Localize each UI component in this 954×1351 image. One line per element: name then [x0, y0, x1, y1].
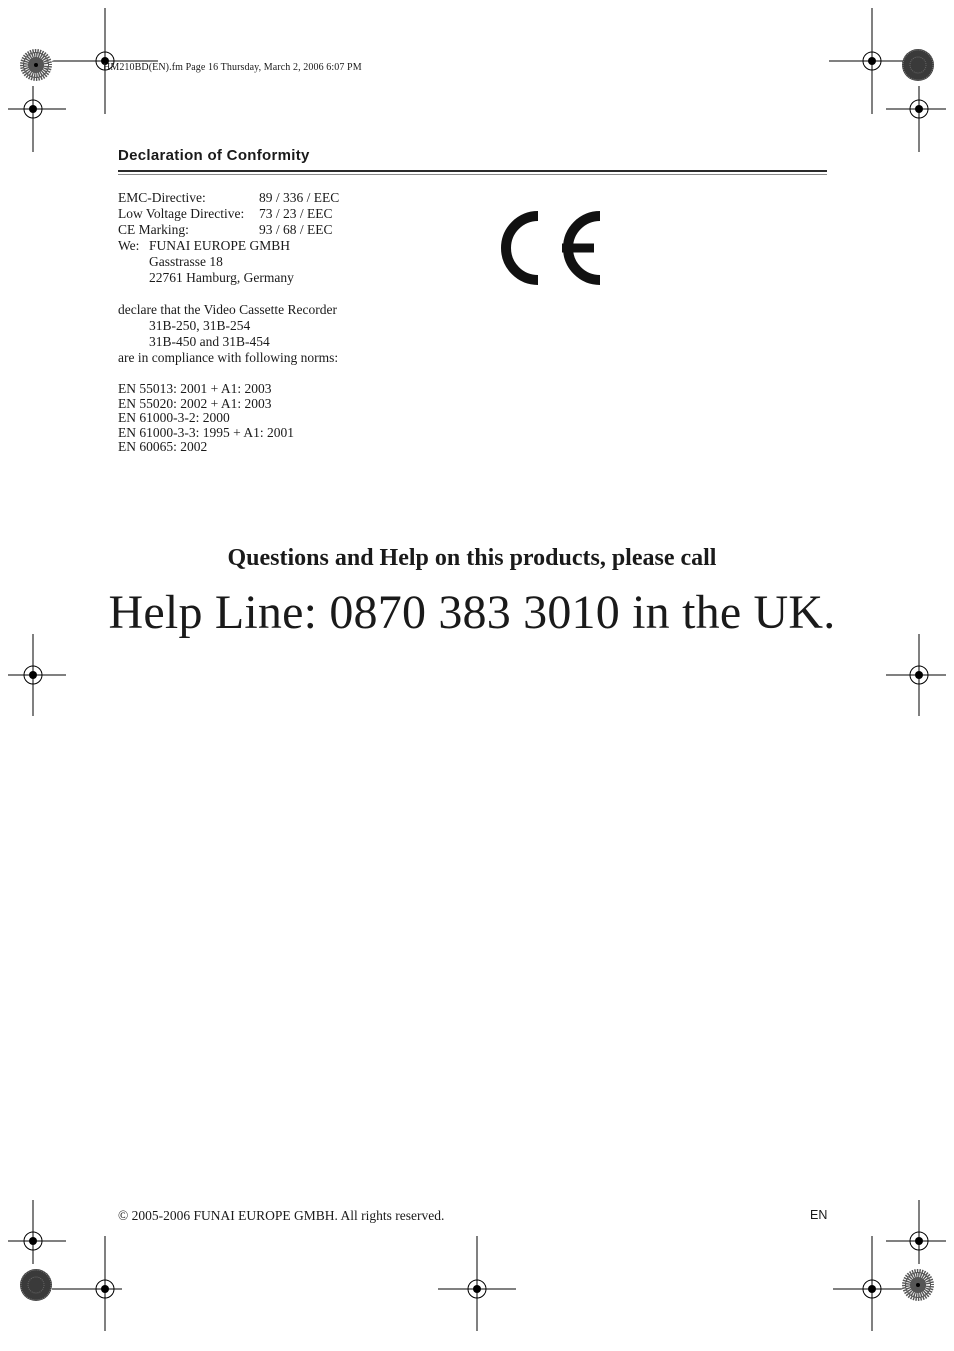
manufacturer-name: FUNAI EUROPE GMBH	[149, 238, 291, 253]
starburst-target-icon	[19, 48, 53, 82]
section-title: Declaration of Conformity	[118, 147, 310, 164]
ce-mark-logo	[488, 205, 606, 291]
directive-row	[118, 222, 339, 238]
declaration-outro: are in compliance with following norms:	[118, 350, 339, 365]
file-info-header: HM210BD(EN).fm Page 16 Thursday, March 2, 2006 6:07 PM	[103, 62, 362, 73]
starburst-target-icon	[19, 1268, 53, 1302]
directive-value: 93 / 68 / EEC	[259, 222, 333, 237]
registration-crosshair-icon	[72, 1256, 138, 1322]
starburst-target-icon	[901, 1268, 935, 1302]
manufacturer-block	[118, 238, 294, 286]
registration-crosshair-icon	[72, 28, 138, 94]
declaration-block	[118, 302, 338, 366]
model-numbers: 31B-250, 31B-254	[149, 318, 251, 333]
norms-list	[118, 382, 294, 455]
model-numbers: 31B-450 and 31B-454	[149, 334, 270, 349]
language-code: EN	[810, 1208, 828, 1222]
registration-crosshair-icon	[0, 76, 66, 142]
manufacturer-street: Gasstrasse 18	[149, 254, 223, 269]
norm-item: EN 61000-3-3: 1995 + A1: 2001	[118, 424, 294, 440]
directive-row	[118, 206, 339, 222]
directive-row	[118, 190, 339, 206]
norm-item: EN 60065: 2002	[118, 439, 208, 454]
registration-crosshair-icon	[0, 1208, 66, 1274]
registration-crosshair-icon	[839, 1256, 905, 1322]
starburst-target-icon	[901, 48, 935, 82]
directive-label: EMC-Directive:	[118, 190, 206, 205]
help-question: Questions and Help on this products, please call	[227, 545, 717, 571]
norm-item: EN 55020: 2002 + A1: 2003	[118, 395, 272, 411]
title-rule-thin	[118, 174, 827, 175]
registration-crosshair-icon	[886, 76, 952, 142]
norm-item: EN 55013: 2001 + A1: 2003	[118, 381, 272, 396]
directive-label: Low Voltage Directive:	[118, 206, 245, 221]
directives-list	[118, 190, 339, 238]
help-line: Help Line: 0870 383 3010 in the UK.	[108, 586, 836, 639]
registration-crosshair-icon	[0, 642, 66, 708]
norm-item: EN 61000-3-2: 2000	[118, 410, 230, 425]
registration-crosshair-icon	[886, 642, 952, 708]
registration-crosshair-icon	[444, 1256, 510, 1322]
manufacturer-city: 22761 Hamburg, Germany	[149, 270, 294, 285]
directive-label: CE Marking:	[118, 222, 189, 237]
title-rule	[118, 170, 827, 172]
directive-value: 73 / 23 / EEC	[259, 206, 333, 221]
declaration-intro: declare that the Video Cassette Recorder	[118, 302, 337, 317]
directive-value: 89 / 336 / EEC	[259, 190, 340, 205]
copyright-notice: © 2005-2006 FUNAI EUROPE GMBH. All rights reserved.	[118, 1208, 445, 1223]
manufacturer-prefix: We:	[118, 238, 140, 253]
